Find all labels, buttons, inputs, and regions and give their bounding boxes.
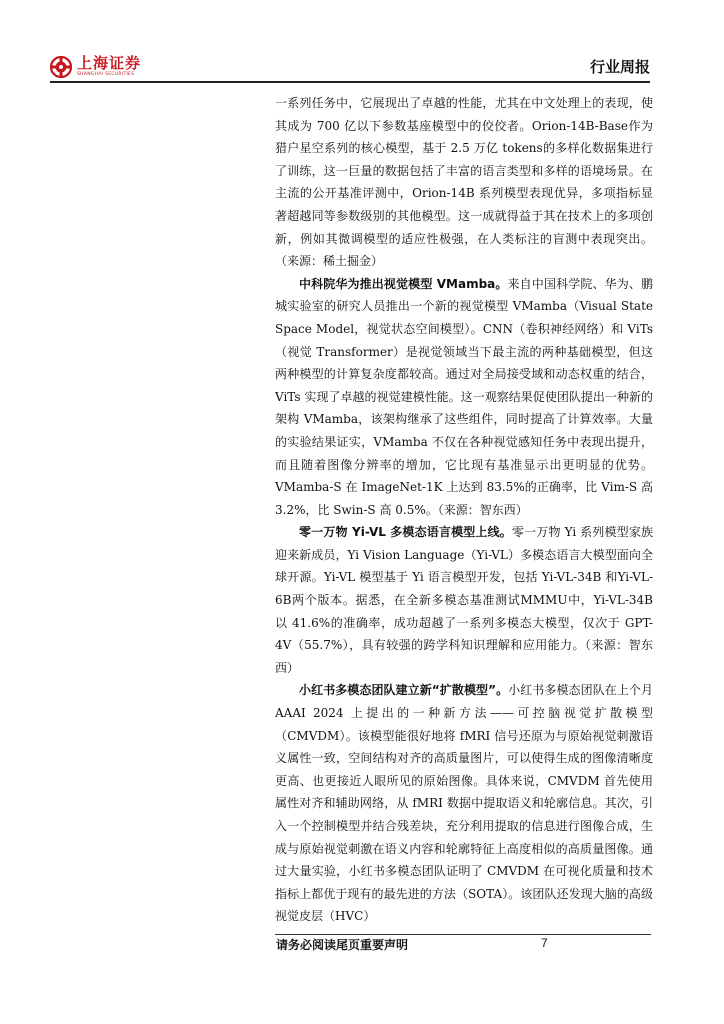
body-text	[275, 92, 653, 928]
paragraph-lead: 中科院华为推出视觉模型 VMamba。	[299, 276, 508, 291]
page-number: 7	[541, 936, 548, 950]
page-header	[0, 0, 724, 84]
paragraph-text: 零一万物 Yi 系列模型家族迎来新成员，Yi Vision Language（Yi-VL）多模态语言大模型面向全球开源。Yi-VL 模型基于 Yi 语言模型开发，包括 Yi-VL-34B 和Yi-VL-6B两个版本。据悉，在全新多模态基准测试MMMU中，Yi-VL-34B 以 41.6%的准确率，成功超越了一系列多模态大模型，仅次于 GPT-4V（55.7%），具有较强的跨学科知识理解和应用能力。	[275, 525, 653, 653]
source-note: （来源：智东西）	[437, 502, 528, 517]
footer-disclaimer: 请务必阅读尾页重要声明	[276, 938, 409, 952]
company-logo	[50, 56, 141, 78]
paragraph-text: 来自中国科学院、华为、鹏城实验室的研究人员推出一个新的视觉模型 VMamba（Visual State Space Model，视觉状态空间模型）。CNN（卷积神经网络）和 ViTs（视觉 Transformer）是视觉领域当下最主流的两种基础模型，但这两种模型的计算复杂度都较高。通过对全局接受域和动态权重的结合，ViTs 实现了卓越的视觉建模性能。这一观察结果促使团队提出一种新的架构 VMamba，该架构继承了这些组件，同时提高了计算效率。大量的实验结果证实，VMamba 不仅在各种视觉感知任务中表现出提升，而且随着图像分辨率的增加，它比现有基准显示出更明显的优势。VMamba-S 在 ImageNet-1K 上达到 83.5%的正确率，比 Vim-S 高 3.2%，比 Swin-S 高 0.5%。	[275, 276, 653, 517]
report-type-title: 行业周报	[589, 58, 650, 76]
paragraph-lead: 零一万物 Yi-VL 多模态语言模型上线。	[299, 525, 512, 540]
source-note: （来源：智东西）	[275, 638, 653, 675]
paragraph-lead: 小红书多模态团队建立新“扩散模型”。	[299, 683, 509, 698]
source-note: （来源：稀土掘金）	[275, 254, 384, 269]
paragraph-vmamba	[275, 273, 653, 522]
paragraph-text: 一系列任务中，它展现出了卓越的性能，尤其在中文处理上的表现，使其成为 700 亿以下参数基座模型中的佼佼者。Orion-14B-Base作为猎户星空系列的核心模型，基于 2.5 万亿 tokens的多样化数据集进行了训练，这一巨量的数据包括了丰富的语言类型和多样的语境场景。在主流的公开基准评测中，Orion-14B 系列模型表现优异，多项指标显著超越同等参数级别的其他模型。这一成就得益于其在技术上的多项创新，例如其微调模型的适应性极强，在人类标注的盲测中表现突出。	[275, 96, 653, 246]
paragraph-cmvdm	[275, 679, 653, 928]
paragraph-text: 小红书多模态团队在上个月 AAAI 2024 上提出的一种新方法——可控脑视觉扩散模型（CMVDM）。该模型能很好地将 fMRI 信号还原为与原始视觉刺激语义属性一致，空间结构对齐的高质量图片，可以使得生成的图像清晰度更高、也更接近人眼所见的原始图像。具体来说，CMVDM 首先使用属性对齐和辅助网络，从 fMRI 数据中提取语义和轮廓信息。其次，引入一个控制模型并结合残差块，充分利用提取的信息进行图像合成，生成与原始视觉刺激在语义内容和轮廓特征上高度相似的高质量图像。通过大量实验，小红书多模态团队证明了 CMVDM 在可视化质量和技术指标上都优于现有的最先进的方法（SOTA）。该团队还发现大脑的高级视觉皮层（HVC）	[275, 683, 653, 924]
logo-chinese-name: 上海证券	[77, 54, 142, 73]
logo-english-name: SHANGHAI SECURITIES	[77, 72, 135, 78]
header-divider	[50, 81, 650, 83]
footer-divider	[275, 934, 651, 935]
paragraph-yi-vl	[275, 521, 653, 679]
paragraph-orion	[275, 92, 653, 273]
shanghai-securities-logo-icon	[50, 56, 72, 78]
